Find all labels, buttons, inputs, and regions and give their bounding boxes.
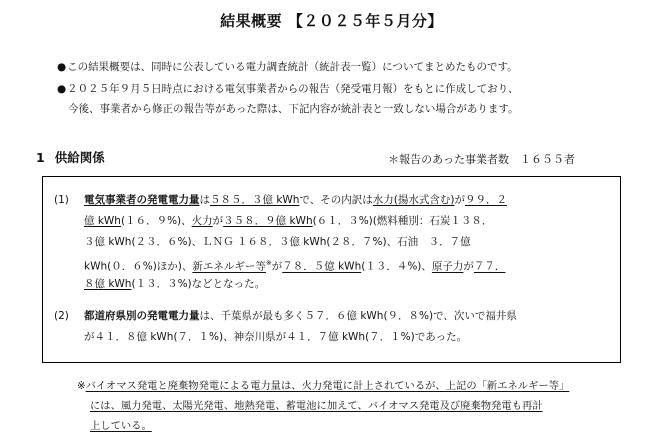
text: は: [199, 194, 210, 206]
hydro-label: 水力(揚水式含む): [372, 194, 455, 206]
hydro-value-unit: 億 kWh: [84, 215, 121, 227]
item2-line-2: が４１．８億 kWh(７．１%)、神奈川県が４１．７億 kWh(７．１%)であった。: [84, 331, 468, 343]
footnote-mark: ※: [77, 380, 86, 392]
text: は、千葉県が最も多く５７．６億 kWh(９．８%)で、次いで福井県: [199, 310, 517, 322]
intro-bullet-1: [57, 59, 518, 76]
text: (１６．９%)、: [120, 215, 192, 227]
section-number: 1: [36, 150, 45, 165]
text: が: [463, 260, 474, 273]
item1-line-5: [84, 275, 265, 293]
text: が: [271, 260, 283, 273]
text: が: [212, 215, 224, 227]
text: kWh(０．６%)ほか)、: [84, 260, 193, 273]
reporter-count-note: ＊報告のあった事業者数 １６５５者: [388, 153, 575, 166]
text: (１３．４%)、: [361, 260, 432, 273]
text: が: [454, 194, 465, 206]
intro-line-3: 今後、事業者から修正の報告等があった際は、下記内容が統計表と一致しない場合があります。: [68, 103, 519, 115]
text: で、その内訳は: [299, 194, 373, 206]
intro-line-1: この結果概要は、同時に公表している電力調査統計（統計表一覧）についてまとめたものです。: [67, 61, 518, 73]
text: (６１．３%)(燃料種別：石炭１３８．: [312, 215, 493, 227]
intro-line-2: ２０２５年９月５日時点における電気事業者からの報告（発受電月報）をもとに作成しており、: [67, 83, 519, 95]
thermal-label: 火力: [191, 215, 213, 227]
thermal-value: ３５８．９億 kWh: [223, 215, 313, 227]
item1-line-4: [84, 254, 505, 276]
item1-heading: 電気事業者の発電電力量: [84, 194, 200, 206]
bullet-mark: ●: [57, 83, 67, 95]
footnote-line-3: 上している。: [90, 420, 152, 432]
item1-line-2: [84, 212, 492, 230]
footnote-mark: ※: [265, 259, 272, 267]
footnote-text-1: バイオマス発電と廃棄物発電による電力量は、火力発電に計上されているが、上記の「新エネルギー等」: [85, 380, 570, 392]
footnote-line-2: には、風力発電、太陽光発電、地熱発電、蓄電池に加えて、バイオマス発電及び廃棄物発電も再計: [90, 400, 543, 412]
nuclear-value-unit: ８億 kWh: [84, 278, 132, 290]
text: (１３．３%)などとなった。: [131, 278, 266, 290]
page-title: 結果概要 【２０２５年５月分】: [220, 12, 443, 30]
total-generation: ５８５．３億 kWh: [210, 194, 300, 206]
section-heading: [36, 148, 105, 166]
item1-line-1: [84, 191, 507, 209]
new-energy-value: ７８．５億 kWh: [282, 260, 362, 273]
section-title: 供給関係: [54, 150, 105, 165]
nuclear-label: 原子力: [431, 260, 464, 273]
item2-line-1: [84, 307, 517, 325]
item2-heading: 都道府県別の発電電力量: [84, 310, 200, 322]
nuclear-value: ７７．: [473, 260, 506, 273]
item1-label: (1): [54, 194, 69, 206]
item2-label: (2): [54, 310, 69, 322]
intro-bullet-2: [57, 81, 519, 98]
new-energy-label: 新エネルギー等: [192, 260, 266, 273]
hydro-value: ９９．２: [464, 194, 507, 206]
bullet-mark: ●: [57, 61, 67, 73]
item1-line-3: ３億 kWh(２３．６%)、ＬＮＧ １６８．３億 kWh(２８．７%)、石油 ３．７億: [84, 236, 471, 248]
footnote-line-1: [77, 377, 569, 392]
